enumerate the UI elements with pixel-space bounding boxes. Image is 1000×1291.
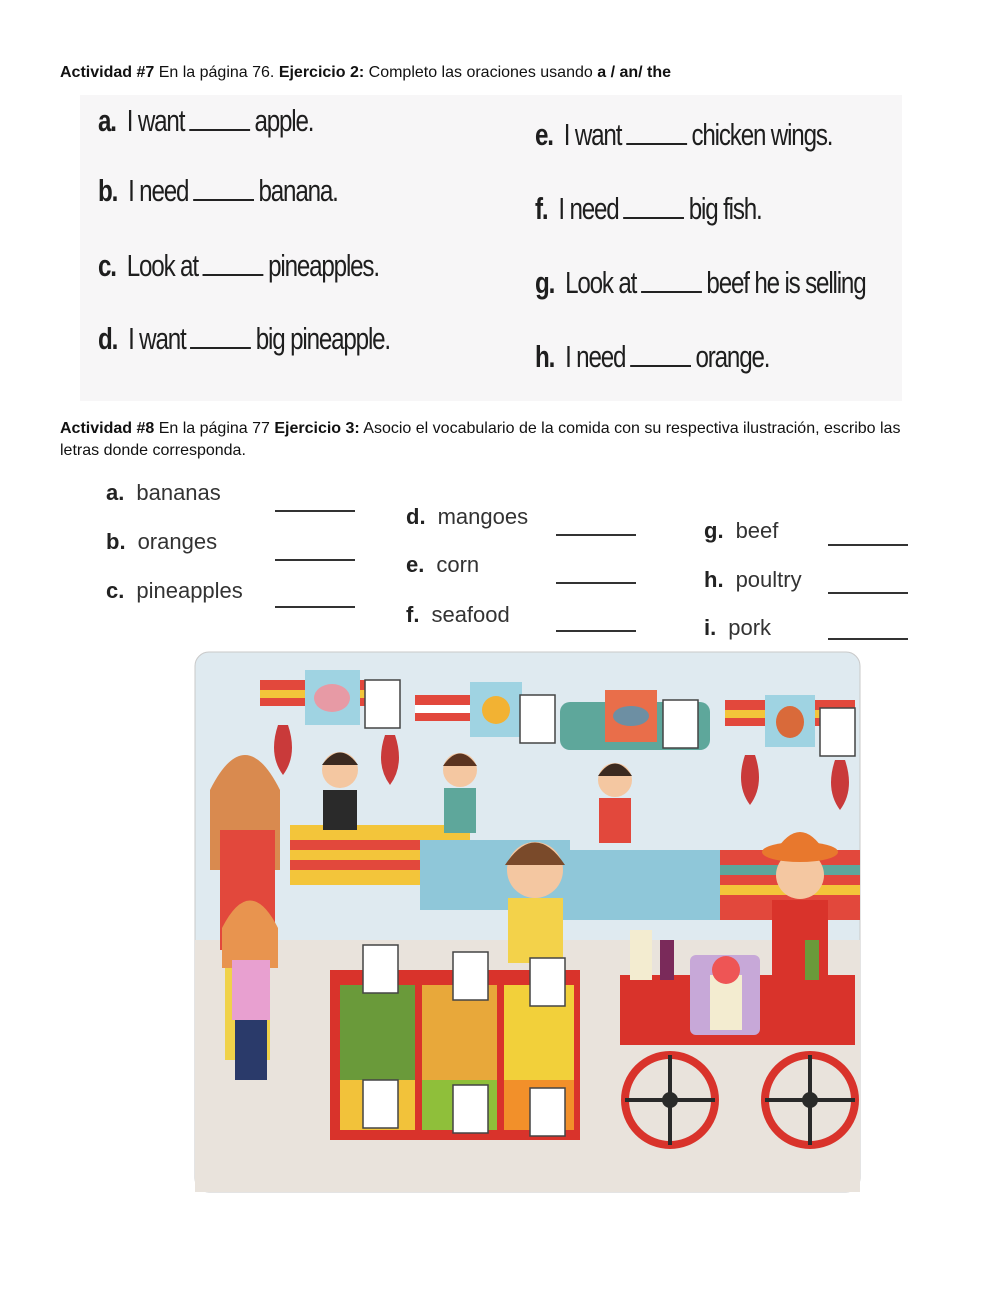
answer-box-fruit-3[interactable]: [530, 958, 565, 1006]
vendor-poultry: [443, 753, 477, 833]
vendor-pork: [322, 752, 358, 830]
activity7-text1: En la página 76.: [154, 64, 279, 81]
sentence-d: d. I want big pineapple.: [98, 321, 390, 356]
cup-stack: [630, 930, 652, 980]
vocab-blank-f[interactable]: [556, 630, 636, 632]
vocab-blank-b[interactable]: [275, 559, 355, 561]
vocab-item-h: h. poultry: [704, 567, 802, 592]
blank-line[interactable]: [193, 179, 254, 201]
activity8-exercise: Ejercicio 3:: [274, 420, 360, 437]
blank-line[interactable]: [626, 123, 687, 145]
cart-wheel-right: [765, 1055, 855, 1145]
cart-wheel-left: [625, 1055, 715, 1145]
vocab-item-c: c. pineapples: [106, 578, 243, 603]
activity7-options: a / an/ the: [597, 64, 672, 81]
vendor-seafood: [598, 763, 632, 843]
blank-line[interactable]: [630, 345, 691, 367]
vocab-item-f: f. seafood: [406, 602, 510, 627]
steak-icon: [776, 706, 804, 738]
vocab-item-d: d. mangoes: [406, 504, 529, 529]
sentence-h: h. I need orange.: [535, 339, 770, 374]
sentence-c: c. Look at pineapples.: [98, 248, 379, 283]
activity8-label: Actividad #8: [60, 420, 155, 437]
counter-3: [560, 850, 720, 920]
blank-line[interactable]: [203, 254, 264, 276]
vocab-blank-c[interactable]: [275, 606, 355, 608]
sentence-f: f. I need big fish.: [535, 191, 762, 226]
sentence-b: b. I need banana.: [98, 173, 338, 208]
blank-line[interactable]: [623, 197, 684, 219]
sentence-a: a. I want apple.: [98, 103, 314, 138]
sentence-g: g. Look at beef he is selling: [535, 265, 866, 300]
vocab-blank-d[interactable]: [556, 534, 636, 536]
activity7-exercise-image: [80, 95, 902, 401]
pineapple-crate: [340, 985, 415, 1080]
vocab-blank-g[interactable]: [828, 544, 908, 546]
answer-box-fruit-2[interactable]: [453, 952, 488, 1000]
vocab-blank-e[interactable]: [556, 582, 636, 584]
activity7-text2: Completo las oraciones usando: [364, 64, 598, 81]
vocab-blank-a[interactable]: [275, 510, 355, 512]
activity8-heading: [60, 418, 940, 462]
blank-line[interactable]: [190, 327, 251, 349]
answer-box-poultry[interactable]: [520, 695, 555, 743]
vocab-item-e: e. corn: [406, 552, 480, 577]
activity7-exercise: Ejercicio 2:: [278, 64, 365, 81]
answer-box-fruit-5[interactable]: [453, 1085, 488, 1133]
vocabulary-list: [80, 472, 910, 652]
syrup-bottle: [805, 940, 819, 980]
vocab-item-a: a. bananas: [106, 480, 221, 505]
answer-box-fruit-1[interactable]: [363, 945, 398, 993]
vocab-item-b: b. oranges: [106, 529, 218, 554]
activity8-text1: En la página 77: [154, 420, 275, 437]
syrup-bottle: [660, 940, 674, 980]
chicken-icon: [482, 696, 510, 724]
activity7-heading: [60, 62, 940, 84]
answer-box-beef[interactable]: [820, 708, 855, 756]
answer-box-pork[interactable]: [365, 680, 400, 728]
activity7-label: Actividad #7: [60, 64, 155, 81]
fish-icon: [613, 706, 649, 726]
answer-box-seafood[interactable]: [663, 700, 698, 748]
blank-line[interactable]: [641, 271, 702, 293]
activity8-text2: Asocio el vocabulario de la comida con su respectiva ilustración, escribo las letras donde corresponda.: [60, 420, 901, 459]
vendor-fruit: [505, 842, 565, 963]
answer-box-fruit-6[interactable]: [530, 1088, 565, 1136]
vocab-item-i: i. pork: [704, 615, 772, 640]
vendor-juice: [762, 832, 838, 980]
blank-line[interactable]: [189, 109, 250, 131]
vocab-item-g: g. beef: [704, 518, 779, 543]
ham-icon: [314, 684, 350, 712]
answer-box-fruit-4[interactable]: [363, 1080, 398, 1128]
vocab-blank-h[interactable]: [828, 592, 908, 594]
market-illustration: [60, 640, 870, 1200]
sentence-e: e. I want chicken wings.: [535, 117, 833, 152]
